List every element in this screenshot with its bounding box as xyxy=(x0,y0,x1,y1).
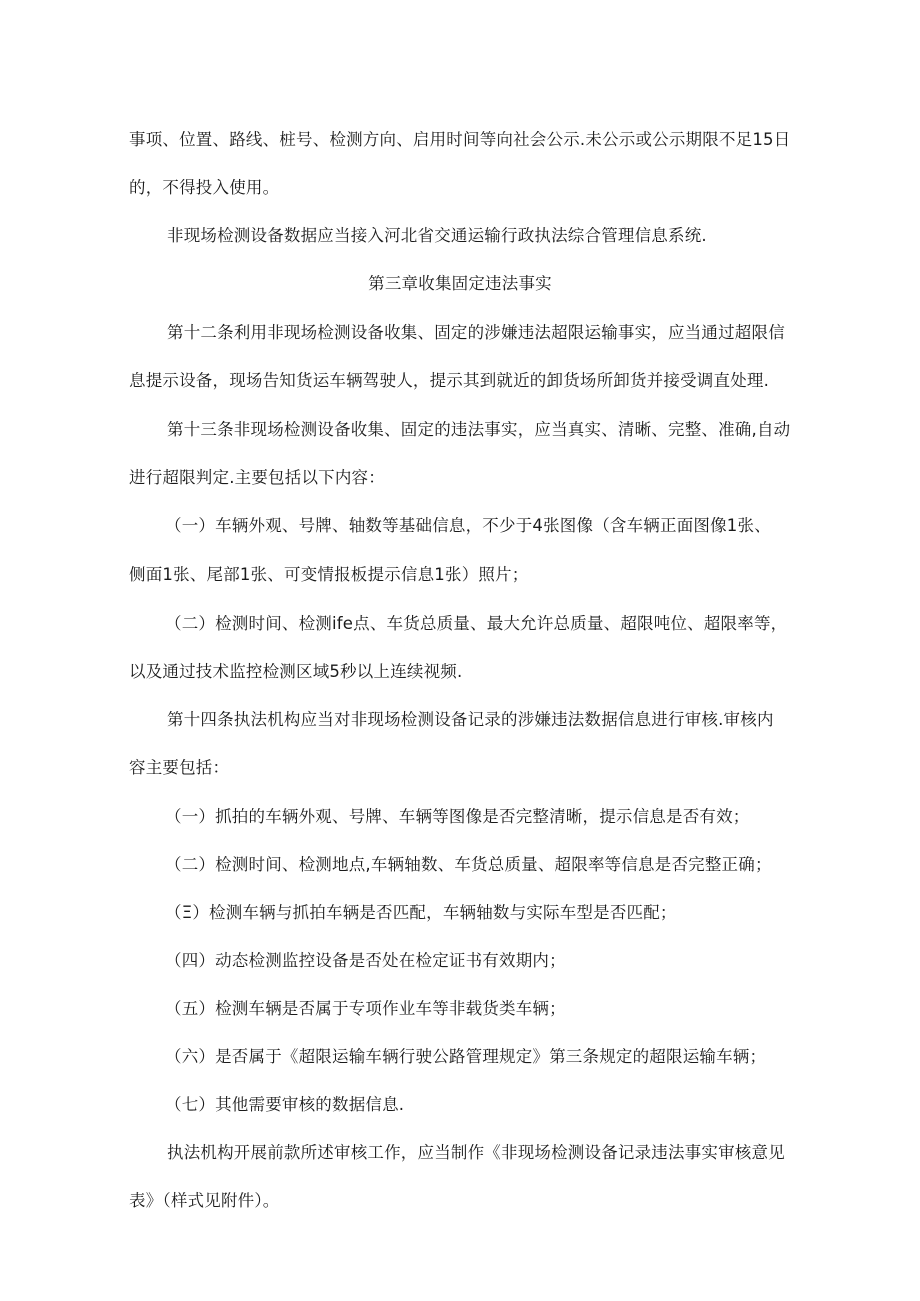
list-item-line: （一）抓拍的车辆外观、号牌、车辆等图像是否完整清晰，提示信息是否有效； xyxy=(165,807,750,826)
list-item-line: （Ξ）检测车辆与抓拍车辆是否匹配，车辆轴数与实际车型是否匹配； xyxy=(165,903,677,922)
list-item-line: （二）检测时间、检测ife点、车货总质量、最大允许总质量、超限吨位、超限率等， xyxy=(165,614,788,633)
list-item-line: （四）动态检测监控设备是否处在检定证书有效期内； xyxy=(165,951,566,970)
paragraph-line: 第十三条非现场检测设备收集、固定的违法事实，应当真实、清晰、完整、准确,自动 xyxy=(167,420,791,439)
paragraph-line: 事项、位置、路线、桩号、检测方向、启用时间等向社会公示.未公示或公示期限不足15日 xyxy=(129,130,791,149)
paragraph-line: 进行超限判定.主要包括以下内容： xyxy=(129,468,385,487)
list-item-line: （二）检测时间、检测地点,车辆轴数、车货总质量、超限率等信息是否完整正确； xyxy=(165,855,772,874)
paragraph-line: 容主要包括： xyxy=(129,758,230,777)
chapter-heading: 第三章收集固定违法事实 xyxy=(368,274,552,293)
list-item-line: （六）是否属于《超限运输车辆行驶公路管理规定》第三条规定的超限运输车辆； xyxy=(165,1047,767,1066)
list-item-line: 侧面1张、尾部1张、可变情报板提示信息1张）照片； xyxy=(129,565,529,584)
paragraph-line: 非现场检测设备数据应当接入河北省交通运输行政执法综合管理信息系统. xyxy=(167,226,707,245)
list-item-line: （一）车辆外观、号牌、轴数等基础信息，不少于4张图像（含车辆正面图像1张、 xyxy=(165,516,771,535)
paragraph-line: 第十二条利用非现场检测设备收集、固定的涉嫌违法超限运输事实，应当通过超限信 xyxy=(167,323,785,342)
paragraph-line: 第十四条执法机构应当对非现场检测设备记录的涉嫌违法数据信息进行审核.审核内 xyxy=(167,710,774,729)
list-item-line: （七）其他需要审核的数据信息. xyxy=(165,1095,405,1114)
paragraph-line: 息提示设备，现场告知货运车辆驾驶人，提示其到就近的卸货场所卸货并接受调直处理. xyxy=(129,371,770,390)
paragraph-line: 执法机构开展前款所述审核工作，应当制作《非现场检测设备记录违法事实审核意见 xyxy=(167,1143,785,1162)
list-item-line: （五）检测车辆是否属于专项作业车等非载货类车辆； xyxy=(165,999,566,1018)
paragraph-line: 表》（样式见附件）。 xyxy=(129,1191,280,1210)
list-item-line: 以及通过技术监控检测区域5秒以上连续视频. xyxy=(129,662,463,681)
paragraph-line: 的，不得投入使用。 xyxy=(129,178,280,197)
